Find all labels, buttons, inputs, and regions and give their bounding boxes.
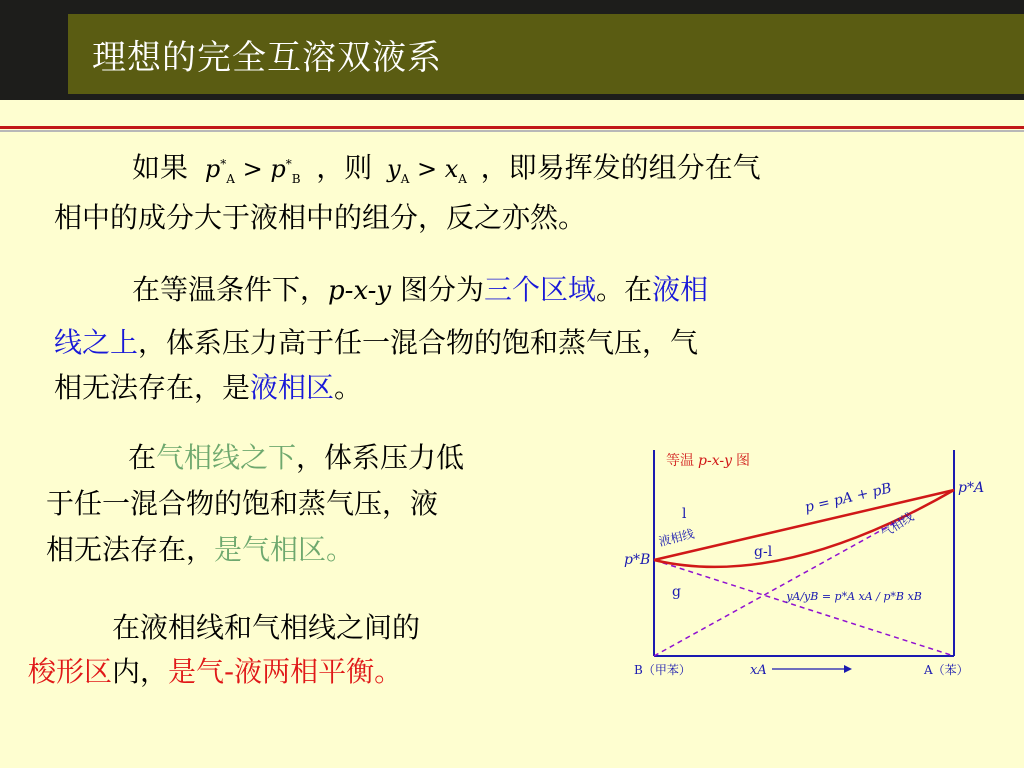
para3-line2: 于任一混合物的饱和蒸气压，液 xyxy=(46,487,439,520)
region-l: l xyxy=(682,506,687,522)
title-rule xyxy=(0,126,1024,129)
para1-line1-end: ，即易挥发的组分在气 xyxy=(480,151,761,184)
para1-mid: ，则 xyxy=(316,151,373,184)
para2-line2: 线之上，体系压力高于任一混合物的饱和蒸气压，气 xyxy=(54,326,699,359)
liquid-line-label: 液相线 xyxy=(657,526,696,549)
two-phase-equilibrium: 是气-液两相平衡。 xyxy=(168,655,403,688)
para3-line3: 相无法存在，是气相区。 xyxy=(46,533,355,566)
ratio-equation: yA/yB = p*A xA / p*B xB xyxy=(786,590,922,603)
total-pressure-eq: p = pA + pB xyxy=(803,480,894,516)
para4-line2: 梭形区内，是气-液两相平衡。 xyxy=(28,655,403,688)
x-axis-label: xA xyxy=(750,663,767,678)
liquid-above-2: 线之上 xyxy=(54,326,139,359)
pB-star-label: p*B xyxy=(624,552,651,568)
title-rule-shadow xyxy=(0,130,1024,132)
slide-title: 理想的完全互溶双液系 xyxy=(92,38,442,78)
para1-intro: 如果 xyxy=(132,151,189,184)
shuttle-region: 梭形区 xyxy=(28,655,113,688)
formula-yA-gt-xA: $y_A > x_A$ xyxy=(387,155,467,186)
region-gl: g-l xyxy=(754,544,773,560)
dashed-line-pB xyxy=(654,560,954,656)
x-right-label: A（苯） xyxy=(924,663,969,677)
vapor-below: 气相线之下 xyxy=(156,441,297,474)
three-regions: 三个区域 xyxy=(484,273,597,306)
pA-star-label: p*A xyxy=(958,480,985,496)
para4-line1: 在液相线和气相线之间的 xyxy=(112,611,421,644)
para3-line1: 在气相线之下，体系压力低 xyxy=(128,441,465,474)
liquid-region: 液相区 xyxy=(250,371,335,404)
para2-line3: 相无法存在，是液相区。 xyxy=(54,371,363,404)
pxy-diagram xyxy=(620,440,1000,690)
pxy-label: p-x-y xyxy=(328,276,392,306)
vapor-line-label: 气相线 xyxy=(878,509,917,541)
para1-line2: 相中的成分大于液相中的组分，反之亦然。 xyxy=(54,201,587,234)
formula-pA-gt-pB: $p^*_A > p^*_B$ xyxy=(204,155,301,186)
x-left-label: B（甲苯） xyxy=(634,663,691,677)
liquid-above-1: 液相 xyxy=(652,273,709,306)
region-g: g xyxy=(672,584,681,600)
diagram-title: 等温 p-x-y 图 xyxy=(666,453,750,469)
para2-line1: 在等温条件下，p-x-y 图分为三个区域。在液相 xyxy=(132,273,709,306)
x-axis-arrowhead xyxy=(844,665,852,673)
vapor-region: 是气相区。 xyxy=(214,533,355,566)
